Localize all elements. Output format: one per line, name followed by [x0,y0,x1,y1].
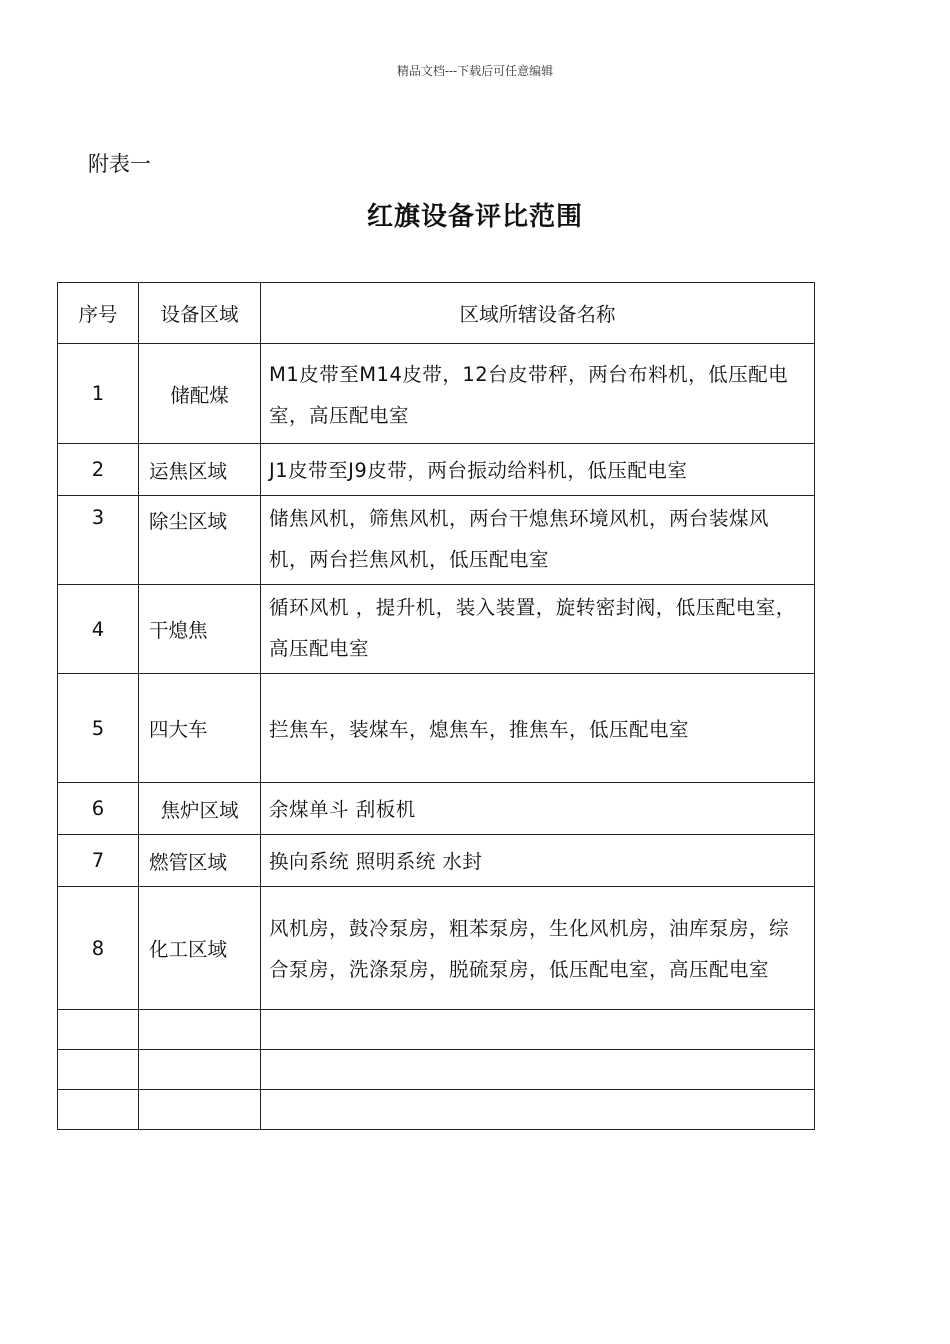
appendix-label: 附表一 [88,152,151,176]
row-equipment: J1皮带至J9皮带，两台振动给料机，低压配电室 [261,444,815,496]
table-header-row [58,283,815,344]
table-row [58,444,815,496]
row-equipment [261,1090,815,1130]
row-number: 6 [58,783,139,835]
table-row [58,674,815,783]
table-row [58,783,815,835]
table-row [58,496,815,585]
row-number: 5 [58,674,139,783]
row-number: 8 [58,887,139,1010]
row-equipment: 拦焦车，装煤车，熄焦车，推焦车，低压配电室 [261,674,815,783]
table-row [58,835,815,887]
row-area: 干熄焦 [139,585,261,674]
row-number: 7 [58,835,139,887]
row-number [58,1090,139,1130]
row-area: 焦炉区域 [139,783,261,835]
row-area: 运焦区域 [139,444,261,496]
row-equipment: 储焦风机，筛焦风机，两台干熄焦环境风机，两台装煤风机，两台拦焦风机，低压配电室 [261,496,815,585]
column-header-area: 设备区域 [139,283,261,344]
row-number [58,1010,139,1050]
document-title: 红旗设备评比范围 [366,202,583,232]
row-area [139,1090,261,1130]
row-number: 2 [58,444,139,496]
row-equipment: 余煤单斗 刮板机 [261,783,815,835]
row-number [58,1050,139,1090]
table-row [58,1050,815,1090]
row-area: 燃管区域 [139,835,261,887]
row-equipment: M1皮带至M14皮带，12台皮带秤，两台布料机，低压配电室，高压配电室 [261,344,815,444]
row-area [139,1050,261,1090]
column-header-equipment: 区域所辖设备名称 [261,283,815,344]
table-row [58,585,815,674]
row-equipment [261,1010,815,1050]
row-number: 3 [58,496,139,585]
table-row [58,1090,815,1130]
column-header-no: 序号 [58,283,139,344]
row-equipment: 风机房，鼓冷泵房，粗苯泵房，生化风机房，油库泵房，综合泵房，洗涤泵房，脱硫泵房，低压配电室，高压配电室 [261,887,815,1010]
page-header-note: 精品文档---下载后可任意编辑 [396,64,554,78]
table-row [58,1010,815,1050]
row-area [139,1010,261,1050]
row-area: 化工区域 [139,887,261,1010]
row-number: 1 [58,344,139,444]
row-equipment: 换向系统 照明系统 水封 [261,835,815,887]
row-number: 4 [58,585,139,674]
equipment-scope-table [57,282,815,1130]
row-equipment: 循环风机 ，提升机，装入装置，旋转密封阀，低压配电室，高压配电室 [261,585,815,674]
table-row [58,887,815,1010]
row-area: 四大车 [139,674,261,783]
row-equipment [261,1050,815,1090]
table-row [58,344,815,444]
row-area: 除尘区域 [139,496,261,585]
row-area: 储配煤 [139,344,261,444]
